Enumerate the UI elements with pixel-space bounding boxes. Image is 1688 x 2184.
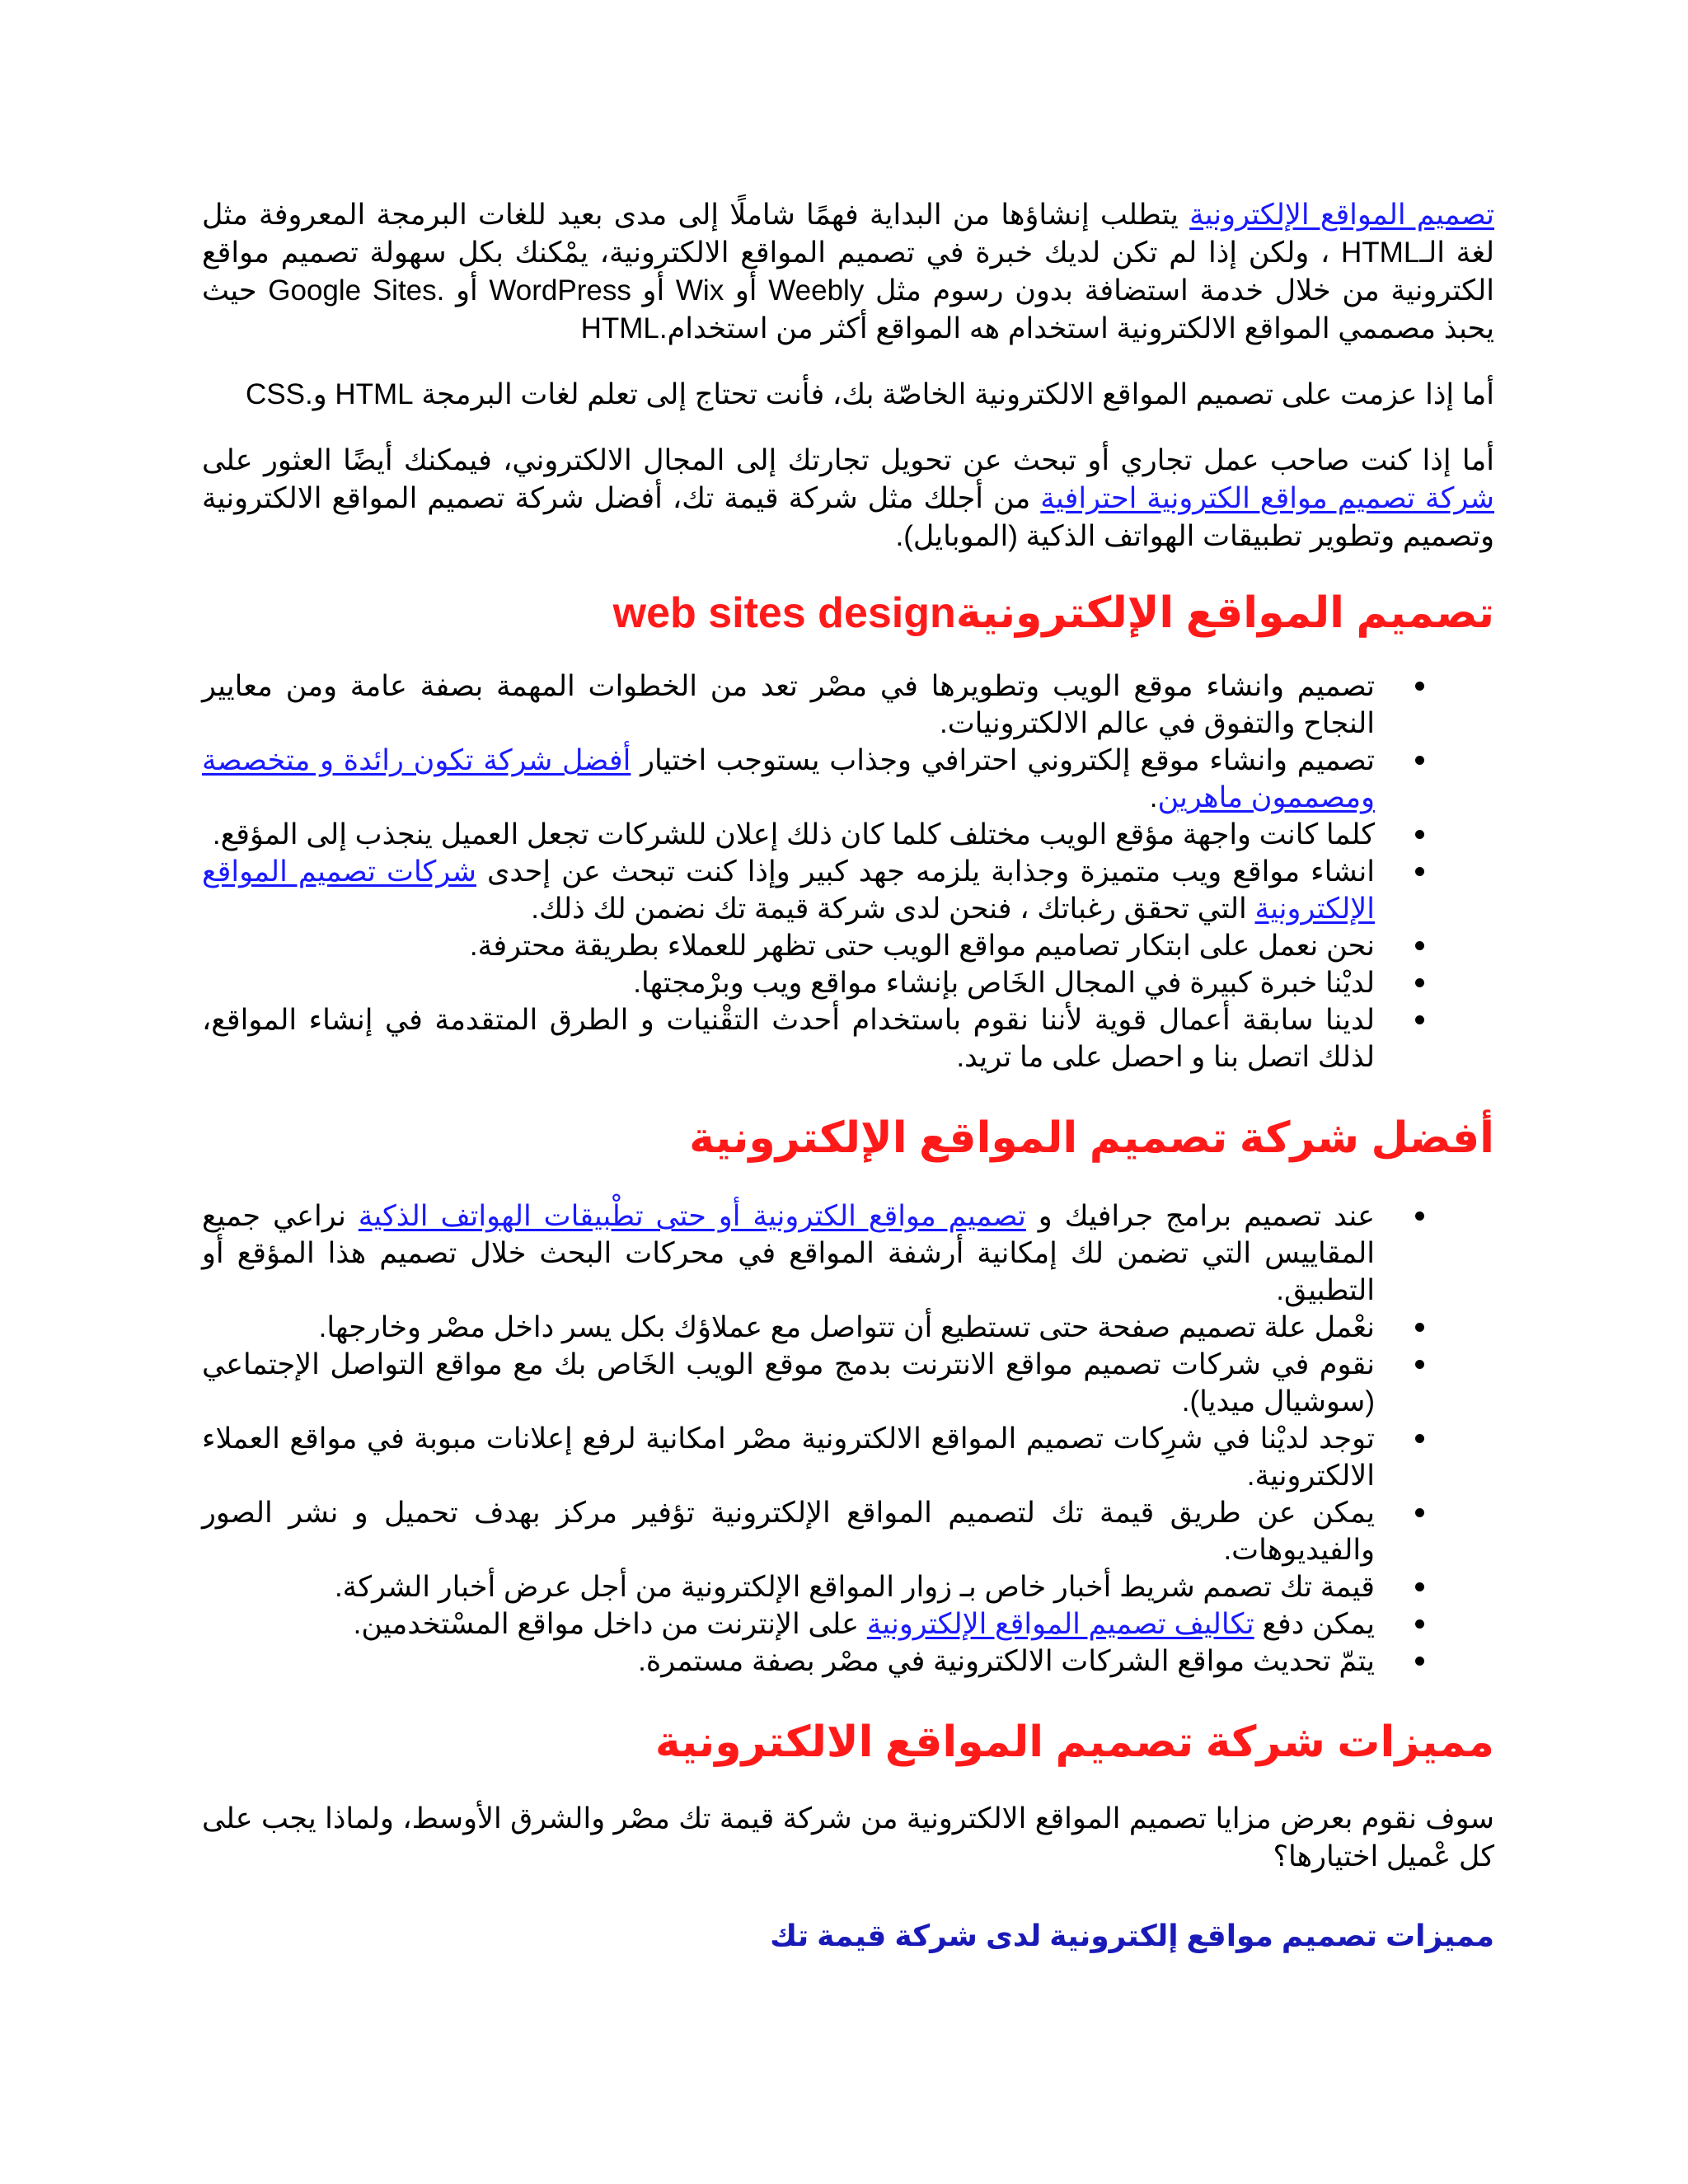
bullet-icon (1415, 1015, 1424, 1024)
list-item-text-after: . (1149, 781, 1158, 813)
bullet-icon (1415, 1657, 1424, 1666)
bullet-icon (1415, 1508, 1424, 1517)
list-item-text: يتمّ تحديث مواقع الشركات الالكترونية في مصْر بصفة مستمرة. (638, 1645, 1375, 1677)
design-companies-link[interactable]: شركات تصميم المواقع الإلكترونية (202, 855, 1375, 925)
design-costs-link[interactable]: تكاليف تصميم المواقع الإلكترونية (866, 1608, 1254, 1640)
bullet-icon (1415, 867, 1424, 876)
intro-paragraph-1-text: يتطلب إنشاؤها من البداية فهمًا شاملًا إلى مدى بعيد للغات البرمجة المعروفة مثل لغة الـHTML ، ولكن إذا لم تكن لديك خبرة في تصميم المواقع الالكترونية، يمْكنك بكل سهولة تصميم مواقع الكترونية من خلال خدمة استضافة بدون رسوم مثل Weebly أو Wix أو WordPress أو .Google Sites حيث يحبذ مصممي المواقع الالكترونية استخدام هه المواقع أكثر من استخدام.HTML (202, 199, 1494, 344)
list-item-text: نعْمل علة تصميم صفحة حتى تستطيع أن تتواصل مع عملاؤك بكل يسر داخل مصْر وخارجها. (318, 1311, 1375, 1343)
list-item-text-after: التي تحقق رغباتك ، فنحن لدى شركة قيمة تك نضمن لك ذلك. (531, 893, 1255, 925)
section-2-heading: أفضل شركة تصميم المواقع الإلكترونية (689, 1114, 1494, 1162)
bullet-icon (1415, 1582, 1424, 1591)
intro-paragraph-2 (202, 376, 1494, 414)
list-item (202, 816, 1434, 853)
list-item-text: انشاء مواقع ويب متميزة وجذابة يلزمه جهد كبير وإذا كنت تبحث عن إحدى (476, 855, 1375, 888)
list-item-text: نقوم في شركات تصميم مواقع الانترنت بدمج موقع الويب الخَاص بك مع مواقع التواصل الإجتماعي (سوشيال ميديا). (202, 1348, 1375, 1418)
intro-paragraph-1 (202, 196, 1494, 348)
list-item-text: تصميم وانشاء موقع الويب وتطويرها في مصْر تعد من الخطوات المهمة بصفة عامة ومن معايير النجاح والتفوق في عالم الالكترونيات. (202, 670, 1375, 739)
bullet-icon (1415, 1212, 1424, 1221)
bullet-icon (1415, 682, 1424, 691)
list-item-text: لدينا سابقة أعمال قوية لأننا نقوم باستخدام أحدث التقْنيات و الطرق المتقدمة في إنشاء المواقع، لذلك اتصل بنا و احصل على ما تريد. (202, 1004, 1375, 1073)
intro-paragraph-3-text-before: أما إذا كنت صاحب عمل تجاري أو تبحث عن تحويل تجارتك إلى المجال الالكتروني، فيمكنك أيضًا العثور على (202, 444, 1494, 476)
section-1-list-wrap (202, 668, 1494, 1076)
list-item-text: كلما كانت واجهة مؤقع الويب مختلف كلما كان ذلك إعلان للشركات تجعل العميل ينجذب إلى المؤقع. (212, 818, 1375, 851)
bullet-icon (1415, 1323, 1424, 1332)
section-2-list (202, 1197, 1434, 1680)
section-1-heading: تصميم المواقع الإلكترونيةweb sites design (612, 589, 1494, 637)
list-item-text: لديْنا خبرة كبيرة في المجال الخَاص بإنشاء مواقع ويب وبرْمجتها. (633, 967, 1375, 999)
list-item-text-after: نراعي جميع المقاييس التي تضمن لك إمكانية أرشفة المواقع في محركات البحث خلال تصميم هذا المؤقع أو التطبيق. (202, 1200, 1375, 1306)
list-item (202, 927, 1434, 964)
list-item-text: تصميم وانشاء موقع إلكتروني احترافي وجذاب يستوجب اختيار (631, 744, 1375, 776)
list-item-text: قيمة تك تصمم شريط أخبار خاص بـ زوار المواقع الإلكترونية من أجل عرض أخبار الشركة. (334, 1571, 1375, 1603)
list-item-text-after: على الإنترنت من داخل مواقع المسْتخدمين. (353, 1608, 867, 1640)
web-design-link[interactable]: تصميم المواقع الإلكترونية (1189, 199, 1494, 231)
section-1-list (202, 668, 1434, 1076)
section-3-paragraph (202, 1800, 1494, 1876)
list-item-text: توجد لديْنا في شرِكات تصميم المواقع الالكترونية مصْر امكانية لرفع إعلانات مبوبة في مواقع العملاء الالكترونية. (202, 1422, 1375, 1492)
list-item (202, 1420, 1434, 1494)
bullet-icon (1415, 830, 1424, 839)
professional-company-link[interactable]: شركة تصميم مواقع الكترونية احترافية (1040, 482, 1494, 514)
bullet-icon (1415, 1619, 1424, 1629)
list-item (202, 668, 1434, 742)
list-item (202, 742, 1434, 816)
bullet-icon (1415, 1360, 1424, 1369)
section-2-list-wrap (202, 1197, 1494, 1680)
list-item (202, 1494, 1434, 1568)
list-item (202, 1643, 1434, 1680)
list-item-text: يمكن دفع (1254, 1608, 1375, 1640)
bullet-icon (1415, 756, 1424, 765)
bullet-icon (1415, 978, 1424, 987)
intro-paragraph-2-text: أما إذا عزمت على تصميم المواقع الالكترونية الخاصّة بك، فأنت تحتاج إلى تعلم لغات البرمجة HTML و.CSS (246, 378, 1494, 410)
list-item-text: يمكن عن طريق قيمة تك لتصميم المواقع الإلكترونية تؤفير مركز بهدف تحميل و نشر الصور والفيديوهات. (202, 1497, 1375, 1566)
section-3-paragraph-text: سوف نقوم بعرض مزايا تصميم المواقع الالكترونية من شركة قيمة تك مصْر والشرق الأوسط، ولماذا يجب على كل عْميل اختيارها؟ (202, 1802, 1494, 1872)
list-item (202, 1197, 1434, 1309)
list-item (202, 1605, 1434, 1643)
section-3-subheading: مميزات تصميم مواقع إلكترونية لدى شركة قيمة تك (770, 1919, 1494, 1952)
list-item (202, 1568, 1434, 1605)
bullet-icon (1415, 941, 1424, 950)
list-item (202, 1346, 1434, 1420)
list-item-text: نحن نعمل على ابتكار تصاميم مواقع الويب حتى تظهر للعملاء بطريقة محترفة. (469, 930, 1375, 962)
list-item (202, 964, 1434, 1001)
bullet-icon (1415, 1434, 1424, 1443)
list-item (202, 1309, 1434, 1346)
list-item (202, 1001, 1434, 1076)
best-company-link[interactable]: أفضل شركة تكون رائدة و متخصصة ومصممون ماهرين (202, 744, 1375, 813)
list-item (202, 853, 1434, 927)
list-item-text: عند تصميم برامج جرافيك و (1025, 1200, 1376, 1232)
apps-design-link[interactable]: تصميم مواقع الكترونية أو حتى تطْبيقات الهواتف الذكية (358, 1200, 1026, 1232)
intro-paragraph-3-text-after: من أجلك مثل شركة قيمة تك، أفضل شركة تصميم المواقع الالكترونية وتصميم وتطوير تطبيقات الهواتف الذكية (الموبايل). (202, 482, 1494, 552)
intro-paragraph-3 (202, 442, 1494, 555)
section-3-heading: مميزات شركة تصميم المواقع الالكترونية (654, 1718, 1494, 1766)
